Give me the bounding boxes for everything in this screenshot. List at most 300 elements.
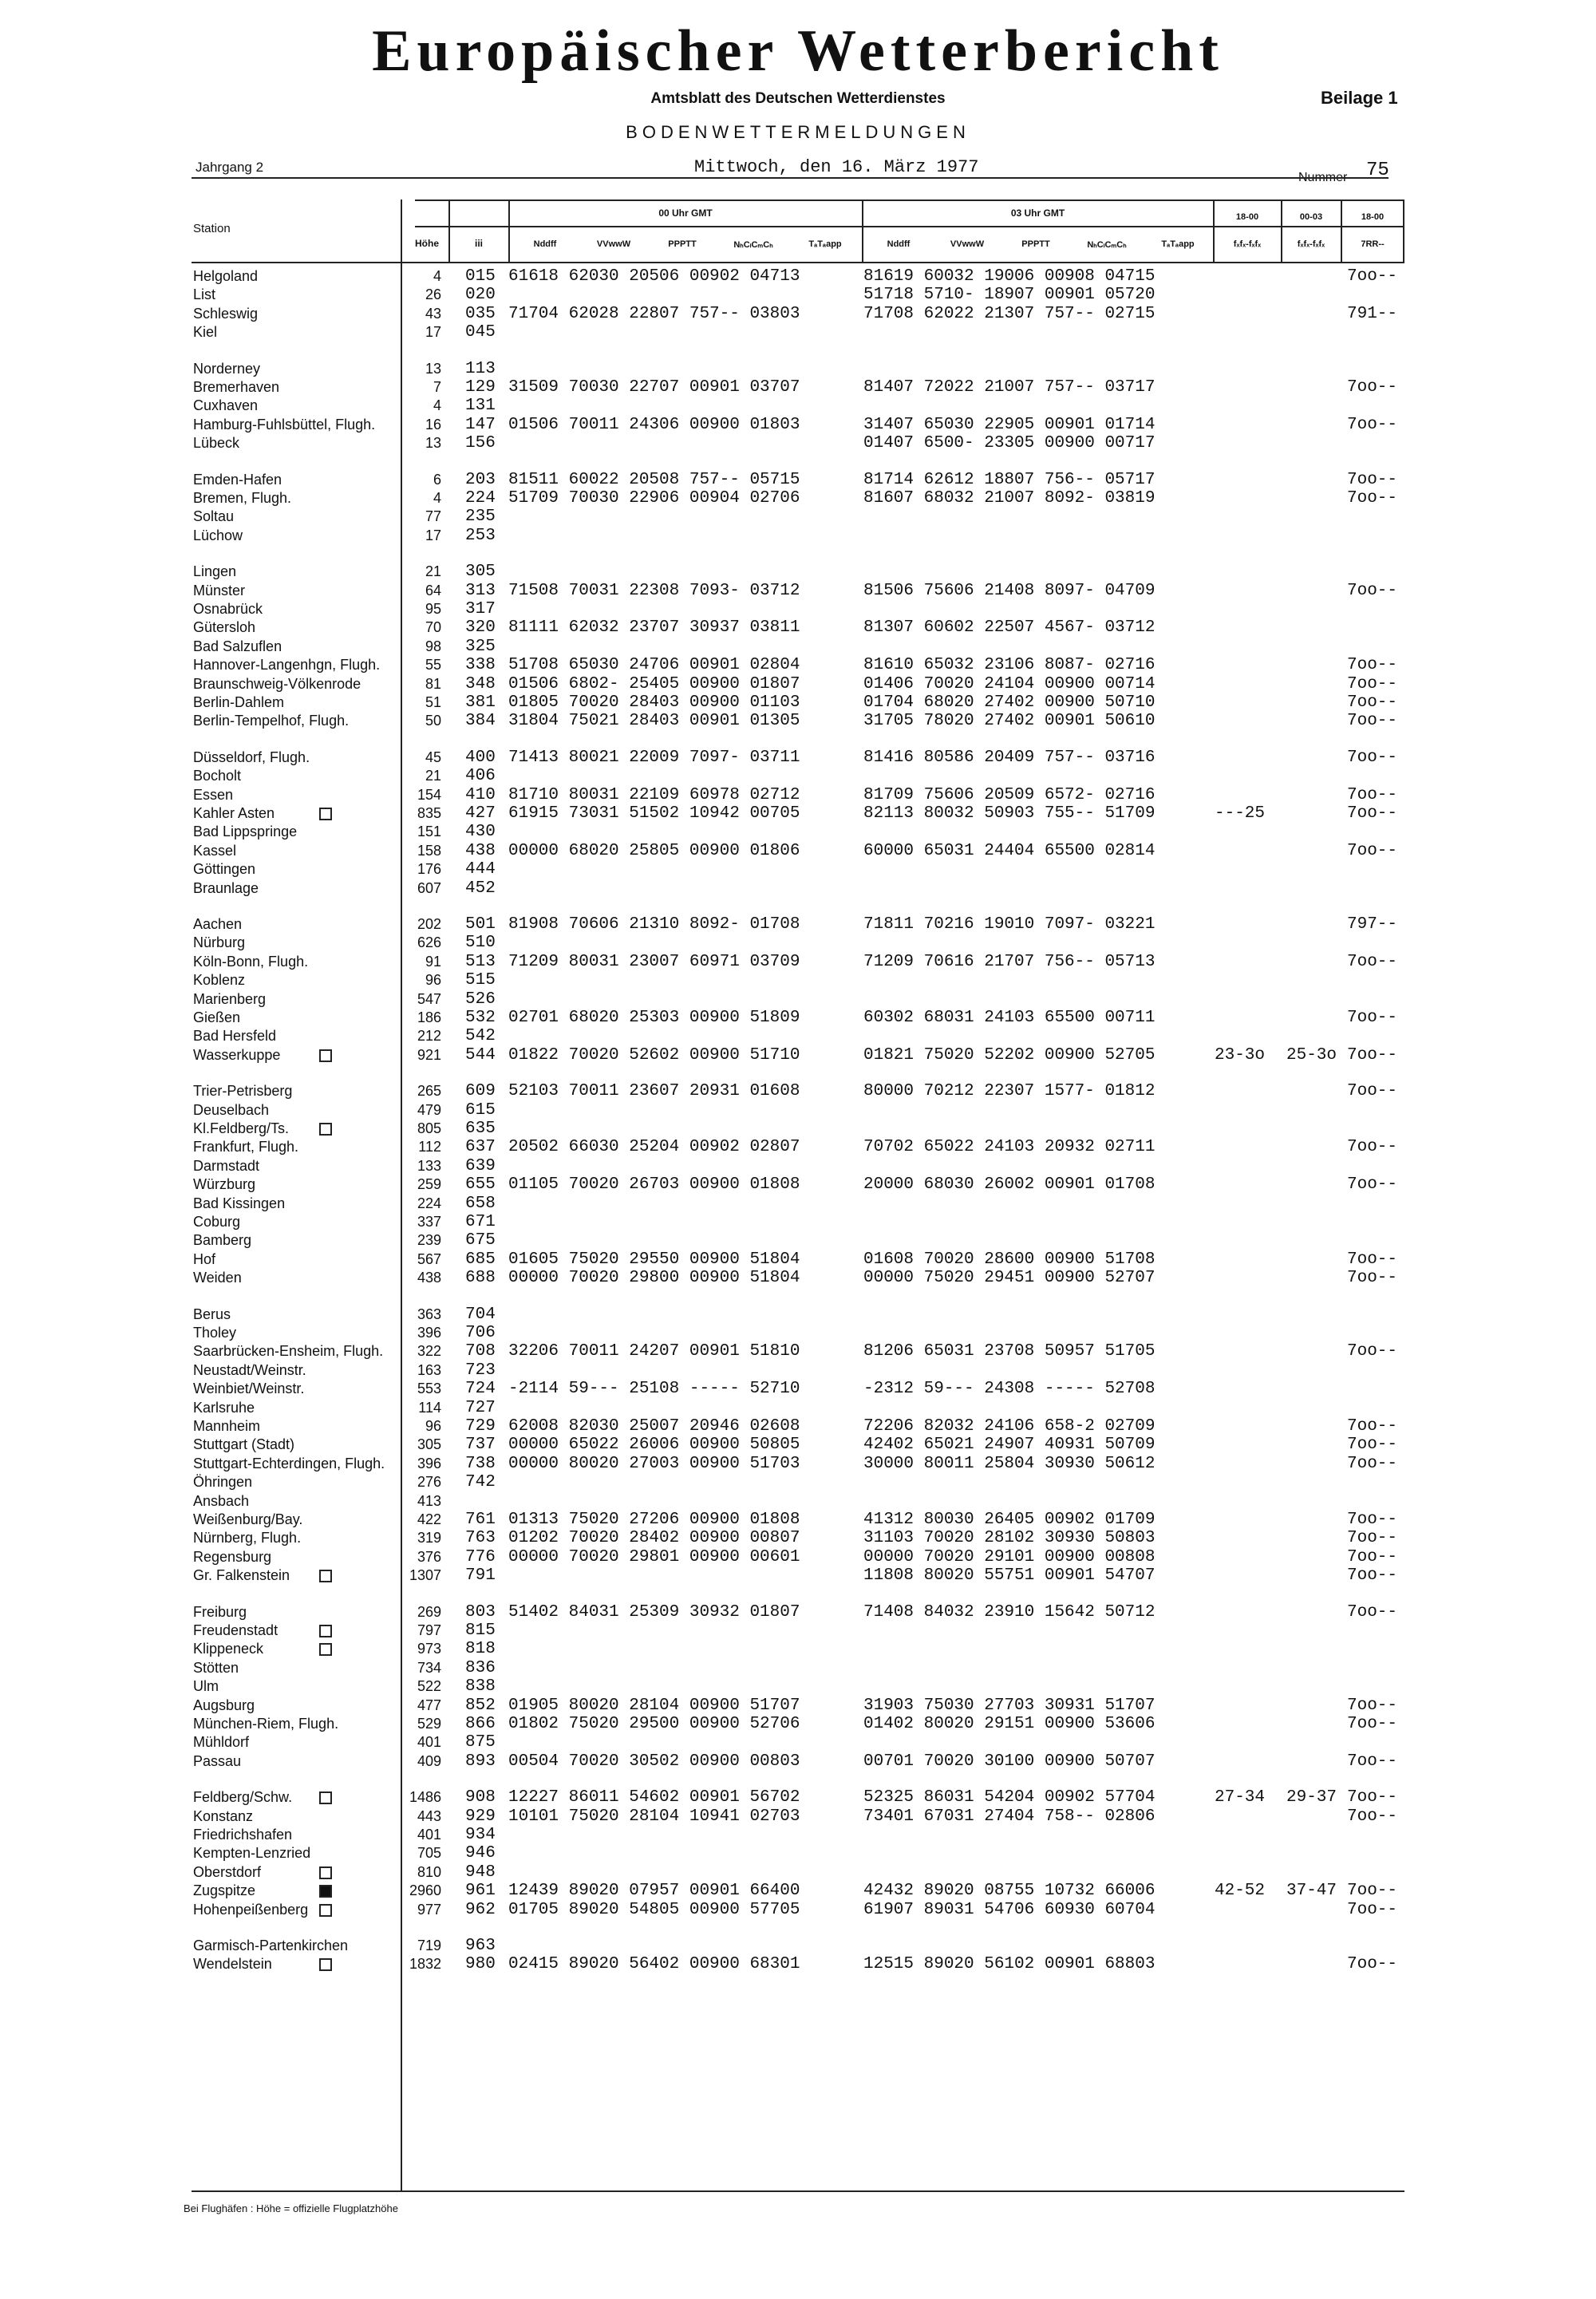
groups-00-uhr: 20502 66030 25204 00902 02807: [508, 1138, 800, 1156]
station-name: Kiel: [193, 324, 218, 340]
station-hoehe: 21: [425, 563, 441, 579]
station-name: Weißenburg/Bay.: [193, 1511, 303, 1527]
table-row: [0, 416, 1596, 434]
station-hoehe: 797: [417, 1622, 441, 1638]
groups-00-uhr: 00000 80020 27003 00900 51703: [508, 1455, 800, 1473]
section-heading: BODENWETTERMELDUNGEN: [626, 122, 970, 142]
table-row: [0, 1195, 1596, 1213]
table-row: [0, 1269, 1596, 1287]
station-name: Gießen: [193, 1009, 241, 1025]
station-name: Stuttgart-Echterdingen, Flugh.: [193, 1456, 385, 1471]
groups-03-uhr: 00000 75020 29451 00900 52707: [863, 1269, 1156, 1287]
station-name: Bremen, Flugh.: [193, 490, 292, 506]
station-iii: 129: [465, 378, 496, 397]
groups-03-uhr: 81506 75606 21408 8097- 04709: [863, 582, 1156, 600]
station-hoehe: 4: [433, 397, 441, 413]
station-name: Berlin-Dahlem: [193, 694, 285, 710]
groups-00-uhr: 01313 75020 27206 00900 01808: [508, 1511, 800, 1529]
rule-hoehe-iii: [448, 199, 450, 263]
table-row: [0, 1157, 1596, 1175]
groups-03-uhr: 60302 68031 24103 65500 00711: [863, 1009, 1156, 1027]
station-hoehe: 479: [417, 1102, 441, 1118]
open-square-icon: [319, 1049, 332, 1062]
table-row: [0, 915, 1596, 934]
station-iii: 320: [465, 618, 496, 637]
station-iii: 908: [465, 1788, 496, 1807]
groups-00-uhr: 01805 70020 28403 00900 01103: [508, 693, 800, 712]
date-line: Mittwoch, den 16. März 1977: [694, 157, 979, 177]
table-row: [0, 879, 1596, 898]
groups-00-uhr: -2114 59--- 25108 ----- 52710: [508, 1380, 800, 1398]
gust-18-00: 27-34: [1215, 1788, 1266, 1807]
table-row: [0, 1324, 1596, 1342]
col-extra-top-3: 18-00: [1361, 212, 1385, 222]
groups-00-uhr: 10101 75020 28104 10941 02703: [508, 1807, 800, 1826]
station-hoehe: 363: [417, 1306, 441, 1322]
station-name: Lüchow: [193, 527, 243, 543]
precip-18-00: 7oo--: [1347, 582, 1398, 600]
station-name: Bad Lippspringe: [193, 824, 298, 839]
groups-03-uhr: 60000 65031 24404 65500 02814: [863, 842, 1156, 860]
station-iii: 655: [465, 1175, 496, 1194]
station-hoehe: 1486: [409, 1789, 441, 1805]
station-iii: 526: [465, 990, 496, 1009]
station-hoehe: 567: [417, 1251, 441, 1267]
station-name: Friedrichshafen: [193, 1827, 293, 1843]
groups-00-uhr: 31804 75021 28403 00901 01305: [508, 712, 800, 730]
station-name: Aachen: [193, 916, 243, 932]
station-iii: 706: [465, 1324, 496, 1342]
station-name: Nürnberg, Flugh.: [193, 1530, 302, 1546]
table-row: [0, 786, 1596, 804]
groups-00-uhr: 71508 70031 22308 7093- 03712: [508, 582, 800, 600]
gust-00-03: 25-3o: [1286, 1046, 1337, 1065]
table-row: [0, 1548, 1596, 1566]
station-hoehe: 212: [417, 1028, 441, 1044]
table-row: [0, 1342, 1596, 1361]
station-hoehe: 158: [417, 843, 441, 859]
station-hoehe: 112: [418, 1139, 441, 1155]
station-name: Bocholt: [193, 768, 242, 784]
groups-00-uhr: 02415 89020 56402 00900 68301: [508, 1955, 800, 1973]
table-row: [0, 934, 1596, 952]
station-name: Passau: [193, 1753, 242, 1769]
groups-03-uhr: 81307 60602 22507 4567- 03712: [863, 618, 1156, 637]
groups-03-uhr: 30000 80011 25804 30930 50612: [863, 1455, 1156, 1473]
table-row: [0, 1120, 1596, 1138]
groups-00-uhr: 00000 68020 25805 00900 01806: [508, 842, 800, 860]
station-hoehe: 322: [417, 1343, 441, 1359]
station-name: Würzburg: [193, 1176, 256, 1192]
station-iii: 338: [465, 656, 496, 674]
table-row: [0, 471, 1596, 489]
station-hoehe: 91: [425, 954, 441, 970]
rule-bottom: [192, 2190, 1404, 2192]
rule-00-03: [862, 199, 863, 263]
station-hoehe: 21: [425, 768, 441, 784]
precip-18-00: 7oo--: [1347, 1603, 1398, 1622]
station-hoehe: 409: [417, 1753, 441, 1769]
station-hoehe: 51: [425, 694, 441, 710]
station-iii: 875: [465, 1733, 496, 1752]
precip-18-00: 7oo--: [1347, 1250, 1398, 1269]
table-row: [0, 1844, 1596, 1863]
station-hoehe: 1832: [409, 1956, 441, 1972]
station-iii: 224: [465, 489, 496, 508]
table-row: [0, 1807, 1596, 1826]
groups-00-uhr: 01705 89020 54805 00900 57705: [508, 1901, 800, 1919]
groups-00-uhr: 71413 80021 22009 7097- 03711: [508, 749, 800, 767]
groups-00-uhr: 01105 70020 26703 00900 01808: [508, 1175, 800, 1194]
station-iii: 400: [465, 749, 496, 767]
table-row: [0, 1955, 1596, 1973]
station-iii: 962: [465, 1901, 496, 1919]
table-row: [0, 1715, 1596, 1733]
precip-18-00: 7oo--: [1347, 1436, 1398, 1454]
station-iii: 045: [465, 323, 496, 342]
station-name: Nürburg: [193, 934, 246, 950]
station-hoehe: 17: [425, 527, 441, 543]
station-name: Gr. Falkenstein: [193, 1567, 290, 1583]
station-name: Stötten: [193, 1660, 239, 1676]
station-hoehe: 4: [433, 490, 441, 506]
station-iii: 738: [465, 1455, 496, 1473]
table-row: [0, 286, 1596, 304]
station-iii: 410: [465, 786, 496, 804]
station-iii: 035: [465, 305, 496, 323]
station-hoehe: 98: [425, 638, 441, 654]
station-name: Göttingen: [193, 861, 256, 877]
groups-03-uhr: 71708 62022 21307 757-- 02715: [863, 305, 1156, 323]
station-name: Berus: [193, 1306, 231, 1322]
station-name: Helgoland: [193, 268, 259, 284]
station-iii: 961: [465, 1882, 496, 1900]
station-name: Darmstadt: [193, 1158, 260, 1174]
station-iii: 685: [465, 1250, 496, 1269]
station-name: Hannover-Langenhgn, Flugh.: [193, 657, 381, 673]
station-iii: 934: [465, 1826, 496, 1844]
rule-03-extra: [1213, 199, 1215, 263]
table-row: [0, 1306, 1596, 1324]
station-hoehe: 396: [417, 1456, 441, 1471]
groups-00-uhr: 32206 70011 24207 00901 51810: [508, 1342, 800, 1361]
precip-18-00: 7oo--: [1347, 1715, 1398, 1733]
station-name: Bad Kissingen: [193, 1195, 286, 1211]
station-name: Ansbach: [193, 1493, 250, 1509]
precip-18-00: 7oo--: [1347, 416, 1398, 434]
station-hoehe: 239: [417, 1232, 441, 1248]
station-iii: 658: [465, 1195, 496, 1213]
station-hoehe: 269: [417, 1604, 441, 1620]
station-iii: 381: [465, 693, 496, 712]
station-iii: 742: [465, 1473, 496, 1491]
groups-00-uhr: 01905 80020 28104 00900 51707: [508, 1697, 800, 1715]
groups-03-uhr: 31407 65030 22905 00901 01714: [863, 416, 1156, 434]
groups-03-uhr: 73401 67031 27404 758-- 02806: [863, 1807, 1156, 1826]
rule-header-top: [415, 199, 1404, 201]
groups-03-uhr: 51718 5710- 18907 00901 05720: [863, 286, 1156, 304]
station-iii: 615: [465, 1101, 496, 1120]
station-hoehe: 163: [417, 1362, 441, 1378]
groups-03-uhr: 81714 62612 18807 756-- 05717: [863, 471, 1156, 489]
station-hoehe: 16: [425, 417, 441, 433]
groups-03-uhr: 00000 70020 29101 00900 00808: [863, 1548, 1156, 1566]
table-row: [0, 1603, 1596, 1622]
table-row: [0, 323, 1596, 342]
table-row: [0, 1046, 1596, 1065]
groups-03-uhr: 72206 82032 24106 658-2 02709: [863, 1417, 1156, 1436]
table-row: [0, 527, 1596, 545]
groups-03-uhr: 31103 70020 28102 30930 50803: [863, 1529, 1156, 1547]
groups-00-uhr: 12439 89020 07957 00901 66400: [508, 1882, 800, 1900]
table-row: [0, 823, 1596, 841]
station-iii: 639: [465, 1157, 496, 1175]
table-row: [0, 712, 1596, 730]
table-row: [0, 1455, 1596, 1473]
station-hoehe: 921: [417, 1047, 441, 1063]
station-hoehe: 133: [417, 1158, 441, 1174]
station-name: Weiden: [193, 1270, 242, 1286]
groups-03-uhr: 81619 60032 19006 00908 04715: [863, 267, 1156, 286]
groups-03-uhr: 81607 68032 21007 8092- 03819: [863, 489, 1156, 508]
table-row: [0, 360, 1596, 378]
station-iii: 963: [465, 1937, 496, 1955]
station-hoehe: 1307: [409, 1567, 441, 1583]
groups-03-uhr: 41312 80030 26405 00902 01709: [863, 1511, 1156, 1529]
gust-18-00: ---25: [1215, 804, 1266, 823]
station-hoehe: 734: [417, 1660, 441, 1676]
beilage-label: Beilage 1: [1321, 88, 1398, 108]
table-row: [0, 656, 1596, 674]
station-hoehe: 719: [417, 1938, 441, 1953]
station-iii: 609: [465, 1082, 496, 1100]
station-name: Oberstdorf: [193, 1864, 262, 1880]
station-name: Coburg: [193, 1214, 241, 1230]
precip-18-00: 7oo--: [1347, 489, 1398, 508]
station-iii: 305: [465, 563, 496, 581]
station-name: Tholey: [193, 1325, 237, 1341]
groups-03-uhr: 81709 75606 20509 6572- 02716: [863, 786, 1156, 804]
open-square-icon: [319, 1866, 332, 1879]
table-row: [0, 675, 1596, 693]
station-name: Deuselbach: [193, 1102, 270, 1118]
rule-extra-b-r: [1341, 199, 1342, 263]
station-name: Regensburg: [193, 1549, 272, 1565]
groups-00-uhr: 01506 6802- 25405 00900 01807: [508, 675, 800, 693]
groups-03-uhr: 01407 6500- 23305 00900 00717: [863, 434, 1156, 452]
station-hoehe: 401: [417, 1734, 441, 1750]
station-iii: 776: [465, 1548, 496, 1566]
table-row: [0, 1622, 1596, 1640]
table-row: [0, 1901, 1596, 1919]
col-03-sub-1: Nddff: [887, 239, 911, 249]
station-iii: 708: [465, 1342, 496, 1361]
station-hoehe: 337: [417, 1214, 441, 1230]
station-iii: 737: [465, 1436, 496, 1454]
table-row: [0, 618, 1596, 637]
station-iii: 131: [465, 397, 496, 415]
table-row: [0, 638, 1596, 656]
station-hoehe: 50: [425, 713, 441, 729]
precip-18-00: 7oo--: [1347, 786, 1398, 804]
station-name: Marienberg: [193, 991, 267, 1007]
table-row: [0, 1659, 1596, 1677]
precip-18-00: 7oo--: [1347, 1417, 1398, 1436]
station-iii: 501: [465, 915, 496, 934]
station-iii: 253: [465, 527, 496, 545]
station-hoehe: 973: [417, 1641, 441, 1657]
table-row: [0, 489, 1596, 508]
groups-00-uhr: 01202 70020 28402 00900 00807: [508, 1529, 800, 1547]
groups-03-uhr: 01406 70020 24104 00900 00714: [863, 675, 1156, 693]
station-hoehe: 95: [425, 601, 441, 617]
station-hoehe: 26: [425, 286, 441, 302]
table-row: [0, 1436, 1596, 1454]
station-hoehe: 805: [417, 1120, 441, 1136]
rule-extra-a-b: [1281, 199, 1282, 263]
open-square-icon: [319, 1643, 332, 1656]
station-iii: 325: [465, 638, 496, 656]
station-iii: 348: [465, 675, 496, 693]
groups-03-uhr: 81206 65031 23708 50957 51705: [863, 1342, 1156, 1361]
open-square-icon: [319, 1625, 332, 1637]
table-row: [0, 1826, 1596, 1844]
groups-00-uhr: 81511 60022 20508 757-- 05715: [508, 471, 800, 489]
table-row: [0, 1752, 1596, 1771]
station-iii: 113: [465, 360, 496, 378]
station-hoehe: 17: [425, 324, 441, 340]
table-row: [0, 1027, 1596, 1045]
station-name: Mühldorf: [193, 1734, 250, 1750]
station-hoehe: 186: [417, 1009, 441, 1025]
gust-00-03: 29-37: [1286, 1788, 1337, 1807]
station-iii: 313: [465, 582, 496, 600]
station-hoehe: 70: [425, 619, 441, 635]
rule-header-middle: [415, 226, 1404, 227]
col-extra-sub-2: fₓfₓ-fₓfₓ: [1297, 239, 1325, 249]
station-name: Hamburg-Fuhlsbüttel, Flugh.: [193, 417, 376, 433]
station-iii: 980: [465, 1955, 496, 1973]
open-square-icon: [319, 1904, 332, 1917]
station-hoehe: 151: [417, 824, 441, 839]
page-title: Europäischer Wetterbericht: [372, 18, 1224, 84]
table-row: [0, 1231, 1596, 1250]
groups-03-uhr: 61907 89031 54706 60930 60704: [863, 1901, 1156, 1919]
col-00-sub-5: TₐTₐapp: [808, 239, 842, 249]
station-hoehe: 13: [425, 361, 441, 377]
col-extra-sub-1: fₓfₓ-fₓfₓ: [1233, 239, 1262, 249]
station-hoehe: 96: [425, 1418, 441, 1434]
precip-18-00: 7oo--: [1347, 1269, 1398, 1287]
groups-03-uhr: 31903 75030 27703 30931 51707: [863, 1697, 1156, 1715]
station-hoehe: 522: [417, 1678, 441, 1694]
station-name: Lübeck: [193, 435, 240, 451]
station-iii: 427: [465, 804, 496, 823]
table-row: [0, 1677, 1596, 1696]
station-name: Cuxhaven: [193, 397, 259, 413]
groups-03-uhr: 70702 65022 24103 20932 02711: [863, 1138, 1156, 1156]
station-iii: 948: [465, 1863, 496, 1882]
col-03-sub-3: PPPTT: [1021, 239, 1050, 249]
station-name: Garmisch-Partenkirchen: [193, 1938, 349, 1953]
station-name: Karlsruhe: [193, 1400, 255, 1416]
precip-18-00: 7oo--: [1347, 1511, 1398, 1529]
col-extra-top-1: 18-00: [1235, 212, 1259, 222]
station-iii: 020: [465, 286, 496, 304]
station-hoehe: 401: [417, 1827, 441, 1843]
station-hoehe: 626: [417, 934, 441, 950]
groups-03-uhr: 01704 68020 27402 00900 50710: [863, 693, 1156, 712]
station-name: Düsseldorf, Flugh.: [193, 749, 310, 765]
station-name: Schleswig: [193, 306, 259, 322]
station-hoehe: 438: [417, 1270, 441, 1286]
precip-18-00: 7oo--: [1347, 1697, 1398, 1715]
table-row: [0, 804, 1596, 823]
station-iii: 430: [465, 823, 496, 841]
station-hoehe: 13: [425, 435, 441, 451]
table-row: [0, 1138, 1596, 1156]
col-03-sub-2: VVwwW: [950, 239, 985, 249]
table-row: [0, 1788, 1596, 1807]
station-name: Augsburg: [193, 1697, 255, 1713]
table-row: [0, 1399, 1596, 1417]
station-name: Koblenz: [193, 972, 246, 988]
groups-03-uhr: -2312 59--- 24308 ----- 52708: [863, 1380, 1156, 1398]
station-name: Zugspitze: [193, 1882, 256, 1898]
station-name: List: [193, 286, 216, 302]
precip-18-00: 7oo--: [1347, 804, 1398, 823]
table-row: [0, 990, 1596, 1009]
station-name: Saarbrücken-Ensheim, Flugh.: [193, 1343, 384, 1359]
station-iii: 513: [465, 953, 496, 971]
station-hoehe: 553: [417, 1381, 441, 1396]
precip-18-00: 7oo--: [1347, 471, 1398, 489]
groups-00-uhr: 00000 70020 29801 00900 00601: [508, 1548, 800, 1566]
nummer-label: Nummer: [1298, 171, 1348, 184]
col-group00-header: 00 Uhr GMT: [658, 207, 713, 219]
station-name: Mannheim: [193, 1418, 261, 1434]
col-extra-sub-3: 7RR--: [1361, 239, 1385, 249]
precip-18-00: 7oo--: [1347, 656, 1398, 674]
precip-18-00: 7oo--: [1347, 1046, 1398, 1065]
col-00-sub-3: PPPTT: [668, 239, 697, 249]
groups-00-uhr: 71209 80031 23007 60971 03709: [508, 953, 800, 971]
groups-03-uhr: 71811 70216 19010 7097- 03221: [863, 915, 1156, 934]
table-row: [0, 1175, 1596, 1194]
open-square-icon: [319, 808, 332, 820]
precip-18-00: 7oo--: [1347, 1529, 1398, 1547]
precip-18-00: 7oo--: [1347, 1955, 1398, 1973]
precip-18-00: 7oo--: [1347, 1082, 1398, 1100]
table-row: [0, 860, 1596, 879]
station-hoehe: 43: [425, 306, 441, 322]
groups-03-uhr: 12515 89020 56102 00901 68803: [863, 1955, 1156, 1973]
groups-03-uhr: 01608 70020 28600 00900 51708: [863, 1250, 1156, 1269]
gust-18-00: 42-52: [1215, 1882, 1266, 1900]
station-iii: 803: [465, 1603, 496, 1622]
jahrgang-label: Jahrgang 2: [196, 160, 264, 175]
station-hoehe: 202: [417, 916, 441, 932]
precip-18-00: 791--: [1347, 305, 1398, 323]
groups-00-uhr: 81111 62032 23707 30937 03811: [508, 618, 800, 637]
station-iii: 542: [465, 1027, 496, 1045]
table-row: [0, 1417, 1596, 1436]
station-hoehe: 114: [418, 1400, 441, 1416]
station-name: Emden-Hafen: [193, 472, 282, 488]
station-name: Essen: [193, 787, 234, 803]
groups-00-uhr: 62008 82030 25007 20946 02608: [508, 1417, 800, 1436]
station-iii: 704: [465, 1306, 496, 1324]
